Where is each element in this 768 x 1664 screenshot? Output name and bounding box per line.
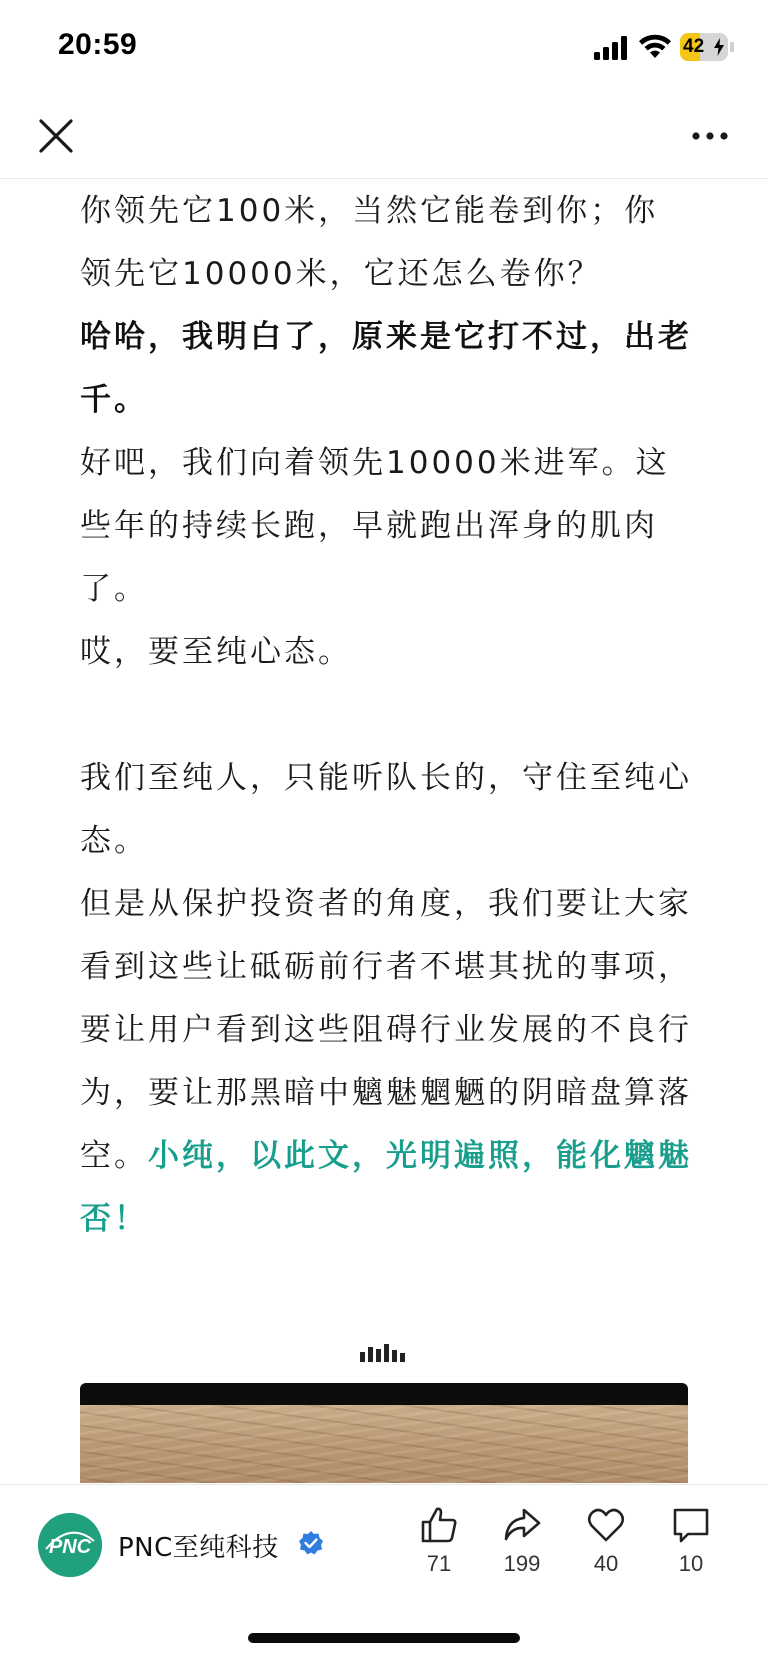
more-options-button[interactable] [690, 120, 730, 152]
comment-bubble-icon [671, 1505, 711, 1545]
share-count: 199 [503, 1551, 541, 1576]
avatar-label: PNC [48, 1536, 92, 1558]
article-paragraph: 哎，要至纯心态。 [80, 634, 352, 670]
status-bar [0, 0, 768, 96]
paragraph-spacer [80, 684, 692, 747]
heart-icon [586, 1505, 626, 1545]
article-paragraph-bold: 哈哈，我明白了，原来是它打不过，出老千。 [80, 319, 692, 418]
share-arrow-icon [502, 1505, 542, 1545]
close-button[interactable] [36, 116, 76, 156]
nav-bar [0, 96, 768, 179]
article-paragraph: 你领先它100米，当然它能卷到你；你领先它10000米，它还怎么卷你？ [80, 193, 659, 292]
verified-icon [298, 1530, 324, 1556]
home-indicator[interactable] [248, 1633, 520, 1643]
share-button[interactable] [486, 1505, 558, 1595]
comment-count: 10 [678, 1551, 704, 1576]
status-time: 20:59 [58, 28, 138, 61]
audio-waveform-icon [360, 1344, 406, 1362]
cellular-signal-icon [594, 36, 628, 60]
charging-bolt-icon [714, 38, 724, 56]
more-icon [690, 120, 730, 152]
like-count: 71 [426, 1551, 452, 1576]
like-button[interactable] [403, 1505, 475, 1595]
wifi-icon [638, 34, 672, 60]
article-paragraph: 好吧，我们向着领先10000米进军。这些年的持续长跑，早就跑出浑身的肌肉了。 [80, 445, 670, 607]
author-name[interactable]: PNC至纯科技 [118, 1533, 279, 1563]
battery-percent-label: 42 [683, 36, 705, 57]
video-thumbnail [80, 1405, 688, 1483]
close-icon [36, 116, 76, 156]
battery-indicator [680, 33, 728, 61]
article-video[interactable] [80, 1383, 688, 1483]
article-body [80, 180, 692, 1251]
bottom-action-bar [0, 1484, 768, 1664]
pnc-logo-icon [38, 1513, 102, 1577]
article-paragraph-text: 但是从保护投资者的角度，我们要让大家看到这些让砥砺前行者不堪其扰的事项，要让用户看到这些阻碍行业发展的不良行为，要让那黑暗中魑魅魍魉的阴暗盘算落空。 [80, 886, 692, 1174]
comment-button[interactable] [655, 1505, 727, 1595]
favorite-button[interactable] [570, 1505, 642, 1595]
author-avatar[interactable] [38, 1513, 102, 1577]
thumbs-up-icon [419, 1505, 459, 1545]
battery-terminal [730, 42, 734, 52]
favorite-count: 40 [593, 1551, 619, 1576]
article-paragraph-with-highlight [80, 873, 692, 1251]
highlighted-text: 小纯，以此文，光明遍照，能化魑魅否！ [80, 1138, 692, 1237]
article-paragraph: 我们至纯人，只能听队长的，守住至纯心态。 [80, 760, 692, 859]
